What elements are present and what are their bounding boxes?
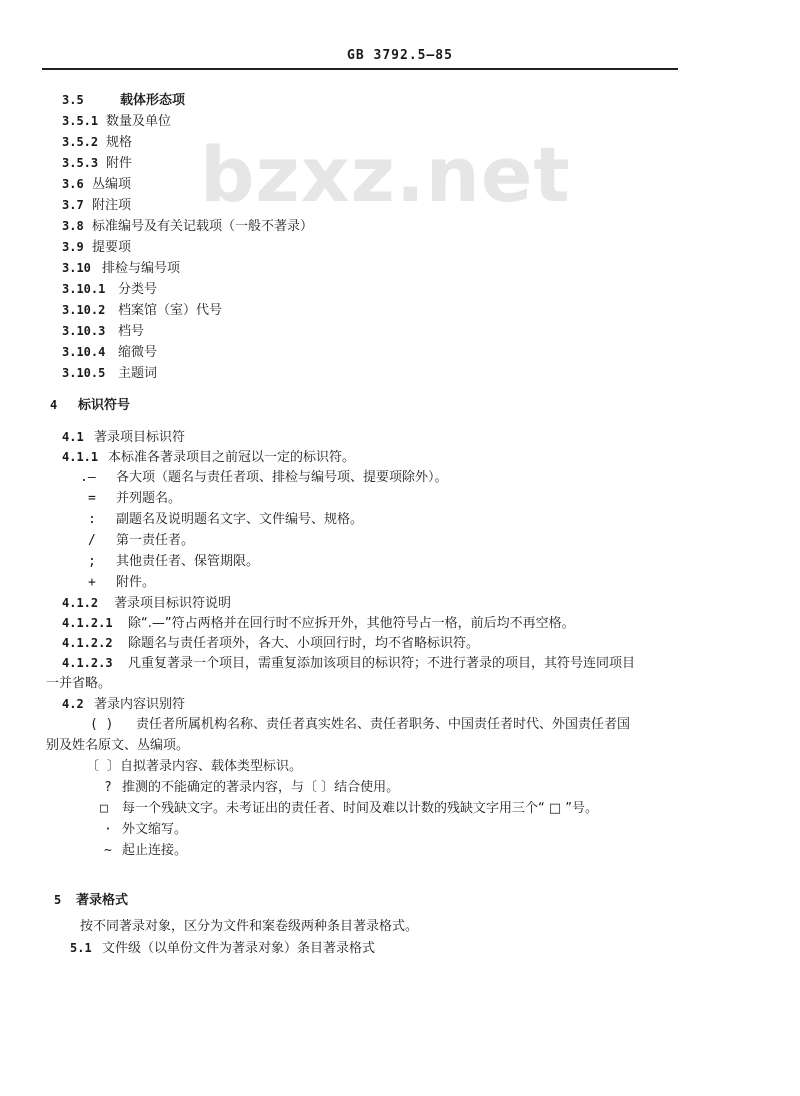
clause-4-1-2-3-cont: 一并省略。 [46,676,112,691]
clause-3-10-2: 3.10.2 档案馆（室）代号 [62,303,223,318]
identifier-item: ~ 起止连接。 [104,843,188,858]
clause-4-1-2-3: 4.1.2.3 凡重复著录一个项目，需重复添加该项目的标识符；不进行著录的项目，其符号连同项目 [62,656,636,671]
identifier-item: · 外文缩写。 [104,822,188,837]
symbol-item: / 第一责任者。 [88,533,195,548]
identifier-item-cont: 别及姓名原文、丛编项。 [46,738,190,753]
clause-3-10-3: 3.10.3 档号 [62,324,145,339]
watermark: bzxz.net [200,130,571,219]
identifier-item: 〔 〕自拟著录内容、载体类型标识。 [86,759,303,774]
clause-3-10-5: 3.10.5 主题词 [62,366,158,381]
clause-3-9: 3.9 提要项 [62,240,132,255]
clause-4-1-2-1: 4.1.2.1 除“.—”符占两格并在回行时不应拆开外，其他符号占一格，前后均不再空格。 [62,616,575,631]
symbol-item: = 并列题名。 [88,491,182,506]
clause-3-5-1: 3.5.1 数量及单位 [62,114,172,129]
identifier-item: ( ) 责任者所属机构名称、责任者真实姓名、责任者职务、中国责任者时代、外国责任者国 [90,717,631,732]
standard-code-header: GB 3792.5—85 [347,48,453,63]
clause-4-1: 4.1 著录项目标识符 [62,430,186,445]
clause-3-10-4: 3.10.4 缩微号 [62,345,158,360]
clause-3-8: 3.8 标准编号及有关记载项（一般不著录） [62,219,314,234]
symbol-item: ; 其他责任者、保管期限。 [88,554,260,569]
clause-3-5: 3.5 载体形态项 [62,93,186,108]
clause-4-2: 4.2 著录内容识别符 [62,697,186,712]
symbol-item: + 附件。 [88,575,156,590]
symbol-item: .— 各大项（题名与责任者项、排检与编号项、提要项除外）。 [80,470,448,485]
identifier-item: □ 每一个残缺文字。未考证出的责任者、时间及难以计数的残缺文字用三个“ □ ”号。 [100,801,599,816]
clause-4-1-1: 4.1.1 本标准各著录项目之前冠以一定的标识符。 [62,450,356,465]
symbol-item: : 副题名及说明题名文字、文件编号、规格。 [88,512,364,527]
clause-3-7: 3.7 附注项 [62,198,132,213]
clause-3-6: 3.6 丛编项 [62,177,132,192]
clause-3-5-3: 3.5.3 附件 [62,156,133,171]
clause-4-1-2: 4.1.2 著录项目标识符说明 [62,596,232,611]
clause-5-1: 5.1 文件级（以单份文件为著录对象）条目著录格式 [70,941,376,956]
section-4-heading: 4 标识符号 [50,398,131,413]
header-rule [42,68,678,70]
clause-3-10-1: 3.10.1 分类号 [62,282,158,297]
section-5-paragraph: 按不同著录对象，区分为文件和案卷级两种条目著录格式。 [80,919,419,934]
clause-3-10: 3.10 排检与编号项 [62,261,181,276]
identifier-item: ? 推测的不能确定的著录内容，与〔 〕结合使用。 [104,780,400,795]
clause-4-1-2-2: 4.1.2.2 除题名与责任者项外，各大、小项回行时，均不省略标识符。 [62,636,480,651]
section-5-heading: 5 著录格式 [54,893,129,908]
clause-3-5-2: 3.5.2 规格 [62,135,133,150]
